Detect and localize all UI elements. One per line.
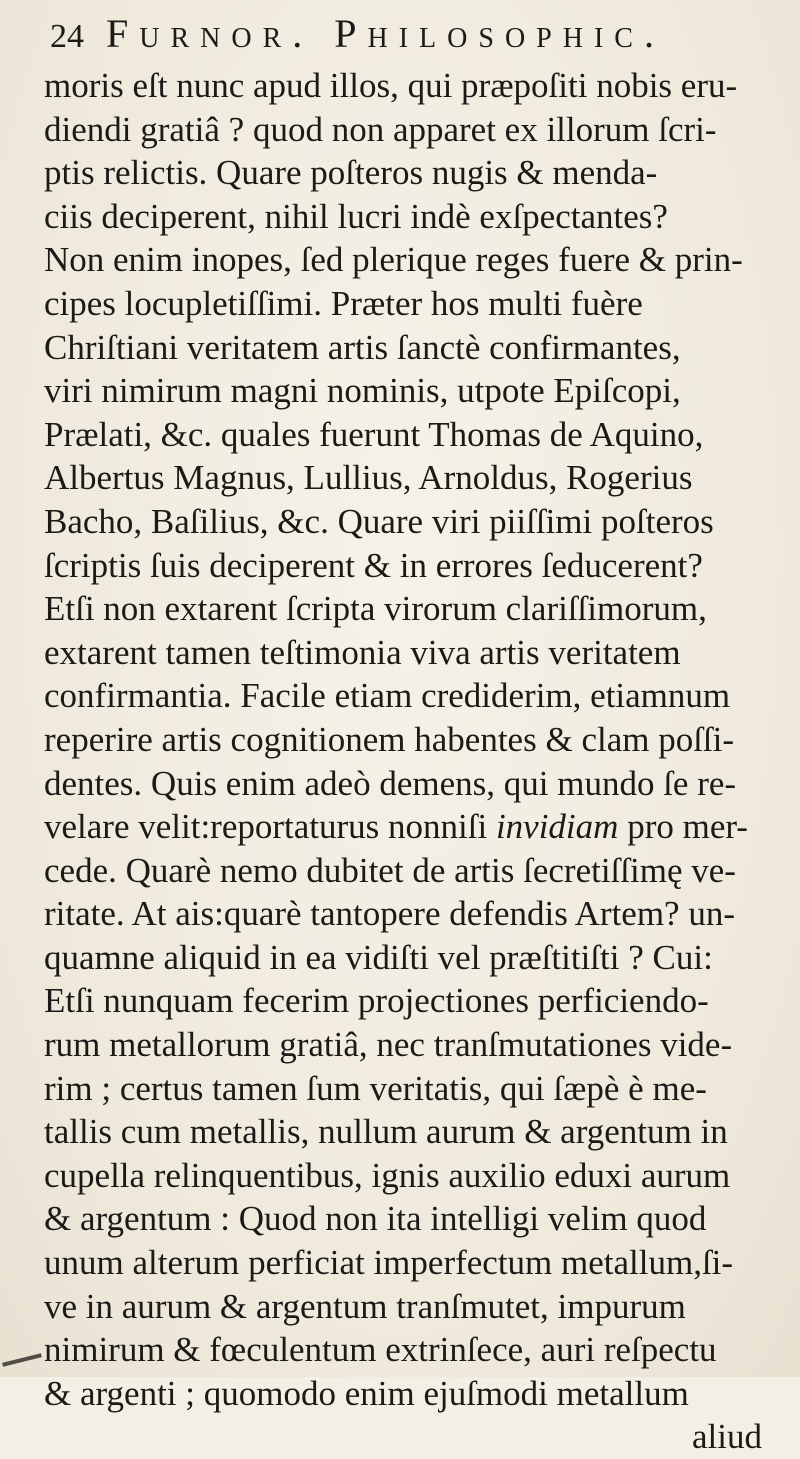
text-line: cupella relinquentibus, ignis auxilio eduxi aurum <box>44 1155 731 1195</box>
text-line: dentes. Quis enim adeò demens, qui mundo ſe re- <box>44 763 737 803</box>
text-segment: pro mer- <box>618 807 748 847</box>
text-line: confirmantia. Facile etiam crediderim, etiamnum <box>44 676 731 716</box>
text-line: diendi gratiâ ? quod non apparet ex illorum ſcri- <box>44 109 717 149</box>
page-number: 24 <box>50 18 84 55</box>
text-line: rum metallorum gratiâ, nec tranſmutationes vide- <box>44 1025 733 1065</box>
text-segment: velare velit:reportaturus nonniſi <box>44 807 488 847</box>
text-line: Bacho, Baſilius, &c. Quare viri piiſſimi poſteros <box>44 501 714 541</box>
text-line-with-italic <box>44 805 774 849</box>
running-head: Furnor. Philosophic. <box>106 11 665 56</box>
text-line: nimirum & fœculentum extrinſece, auri reſpectu <box>44 1330 717 1370</box>
ink-mark <box>2 1353 42 1367</box>
text-line: moris eſt nunc apud illos, qui præpoſiti nobis eru- <box>44 66 738 105</box>
text-line: rim ; certus tamen ſum veritatis, qui ſæpè è me- <box>44 1068 707 1108</box>
text-line: tallis cum metallis, nullum aurum & argentum in <box>44 1112 728 1152</box>
text-line: ſcriptis ſuis deciperent & in errores ſeducerent? <box>44 545 703 585</box>
text-line: ritate. At ais:quarè tantopere defendis Artem? un- <box>44 894 735 934</box>
text-line: cede. Quarè nemo dubitet de artis ſecretiſſimę ve- <box>44 850 736 890</box>
text-line: ciis deciperent, nihil lucri indè exſpectantes? <box>44 196 668 236</box>
text-line: Non enim inopes, ſed plerique reges fuere & prin- <box>44 240 743 280</box>
text-line: cipes locupletiſſimi. Præter hos multi fuère <box>44 283 643 323</box>
text-line: extarent tamen teſtimonia viva artis veritatem <box>44 632 681 672</box>
text-line: Etſi nunquam fecerim projectiones perficiendo- <box>44 981 709 1021</box>
text-line: quamne aliquid in ea vidiſti vel præſtitiſti ? Cui: <box>44 937 713 977</box>
page-header <box>50 10 770 64</box>
catchword: aliud <box>692 1417 762 1457</box>
text-line: Chriſtiani veritatem artis ſanctè confirmantes, <box>44 327 681 367</box>
text-line: & argenti ; quomodo enim ejuſmodi metallum <box>44 1373 689 1413</box>
text-line: Albertus Magnus, Lullius, Arnoldus, Rogerius <box>44 458 693 498</box>
text-line: ptis relictis. Quare poſteros nugis & menda- <box>44 153 658 193</box>
text-line: Prælati, &c. quales fuerunt Thomas de Aquino, <box>44 414 704 454</box>
italic-word: invidiam <box>495 807 619 847</box>
text-line: Etſi non extarent ſcripta virorum clariſſimorum, <box>44 589 707 629</box>
text-line: viri nimirum magni nominis, utpote Epiſcopi, <box>44 371 681 411</box>
text-line: unum alterum perficiat imperfectum metallum,ſi- <box>44 1243 734 1283</box>
body-text <box>44 64 774 1459</box>
text-line: ve in aurum & argentum tranſmutet, impurum <box>44 1286 686 1326</box>
text-line: & argentum : Quod non ita intelligi velim quod <box>44 1199 707 1239</box>
text-line: reperire artis cognitionem habentes & clam poſſi- <box>44 719 735 759</box>
